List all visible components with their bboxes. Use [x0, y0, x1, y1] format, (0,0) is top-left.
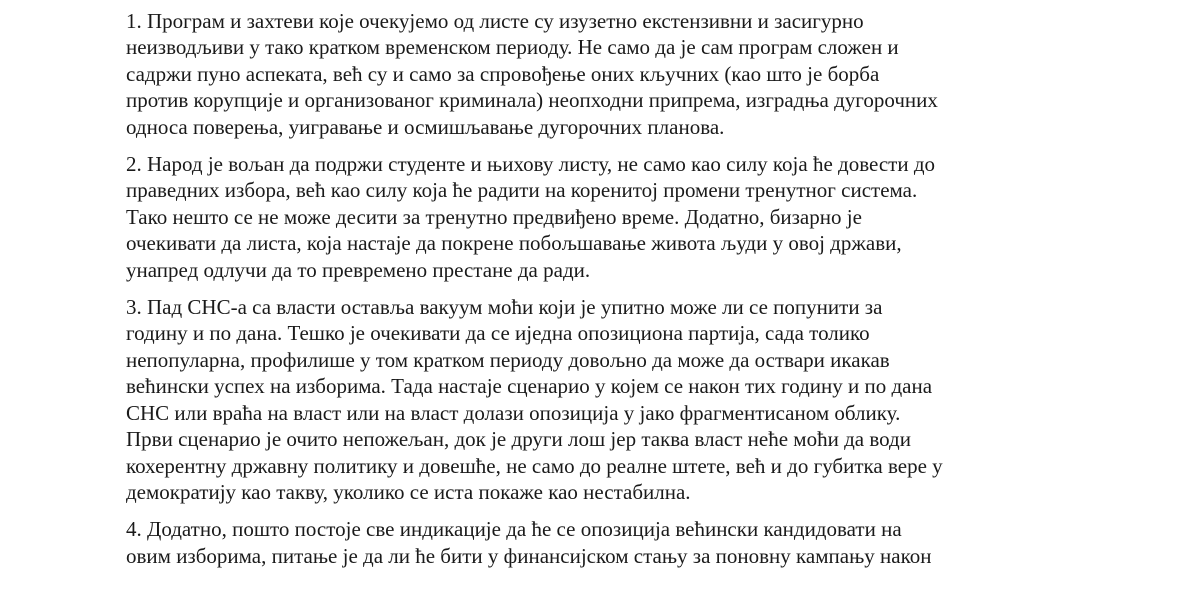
- paragraph-line: непопуларна, профилише у том кратком периоду довољно да може да оствари икакав: [126, 347, 890, 372]
- paragraph-3: [126, 294, 1066, 505]
- paragraph-line: демократију као такву, уколико се иста покаже као нестабилна.: [126, 479, 691, 504]
- paragraph-line: садржи пуно аспеката, већ су и само за спровођење оних кључних (као што је борба: [126, 61, 880, 86]
- paragraph-line: против корупције и организованог криминала) неопходни припрема, изградња дугорочних: [126, 88, 938, 113]
- paragraph-4: [126, 516, 1066, 569]
- paragraph-line: односа поверења, уигравање и осмишљавање дугорочних планова.: [126, 114, 725, 139]
- paragraph-line: кохерентну државну политику и довешће, не само до реалне штете, већ и до губитка вере у: [126, 453, 943, 478]
- paragraph-line: Тако нешто се не може десити за тренутно предвиђено време. Додатно, бизарно је: [126, 204, 862, 229]
- paragraph-line: 1. Програм и захтеви које очекујемо од листе су изузетно екстензивни и засигурно: [126, 9, 864, 33]
- paragraph-line: годину и по дана. Тешко је очекивати да се иједна опозициона партија, сада толико: [126, 321, 870, 346]
- paragraph-2: [126, 151, 1066, 283]
- document-body: [126, 8, 1066, 580]
- paragraph-line: СНС или враћа на власт или на власт долази опозиција у јако фрагментисаном облику.: [126, 400, 901, 425]
- paragraph-line: овим изборима, питање је да ли ће бити у финансијском стању за поновну кампању након: [126, 543, 932, 568]
- paragraph-line: праведних избора, већ као силу која ће радити на коренитој промени тренутног система.: [126, 178, 918, 203]
- paragraph-line: неизводљиви у тако кратком временском периоду. Не само да је сам програм сложен и: [126, 35, 899, 60]
- paragraph-line: већински успех на изборима. Тада настаје сценарио у којем се након тих годину и по дана: [126, 374, 933, 399]
- paragraph-line: Први сценарио је очито непожељан, док је други лош јер таква власт неће моћи да води: [126, 427, 911, 452]
- paragraph-line: унапред одлучи да то превремено престане да ради.: [126, 257, 591, 282]
- paragraph-line: 4. Додатно, пошто постоје све индикације да ће се опозиција већински кандидовати на: [126, 517, 902, 542]
- paragraph-1: [126, 8, 1066, 140]
- paragraph-line: очекивати да листа, која настаје да покрене побољшавање живота људи у овој држави,: [126, 231, 902, 256]
- paragraph-line: 3. Пад СНС-а са власти оставља вакуум моћи који је упитно може ли се попунити за: [126, 295, 883, 320]
- paragraph-line: 2. Народ је вољан да подржи студенте и њихову листу, не само као силу која ће довести до: [126, 152, 936, 177]
